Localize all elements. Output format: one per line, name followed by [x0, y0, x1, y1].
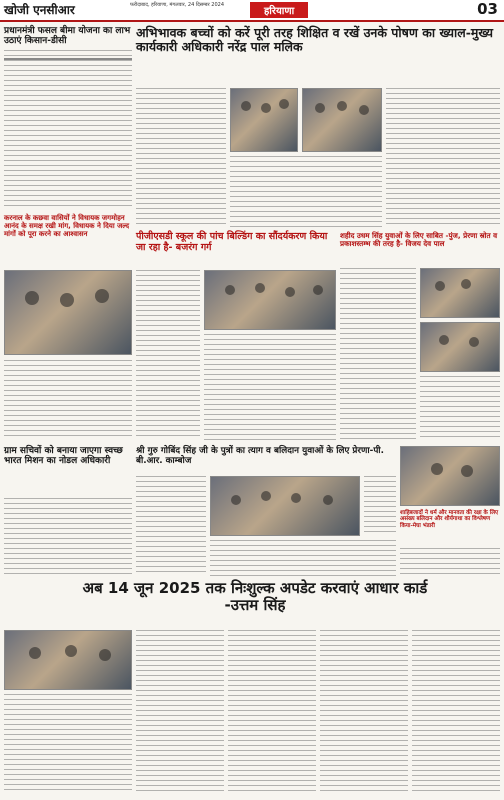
article-text: [320, 630, 408, 794]
article-text: [400, 548, 500, 576]
article-text: [228, 630, 316, 794]
article-text: [340, 268, 416, 440]
article-text: [4, 50, 132, 210]
article-text: [4, 694, 132, 794]
article-text: [230, 156, 382, 228]
article-text: [4, 360, 132, 440]
story-photo: [204, 270, 336, 330]
story-photo: [230, 88, 298, 152]
story-photo: [4, 630, 132, 690]
guru-headline: श्री गुरु गोबिंद सिंह जी के पुत्रों का त्याग व बलिदान युवाओं के लिए प्रेरणा-पी. बी.आर. काम्बोज: [136, 446, 384, 467]
article-text: [136, 630, 224, 794]
newspaper-logo: खोजी एनसीआर: [4, 3, 75, 17]
article-text: [136, 270, 200, 440]
left-top-headline: प्रधानमंत्री फसल बीमा योजना का लाभ उठाएं किसान-डीसी: [4, 26, 131, 47]
left-mid-headline: करनाल के कछवा वासियों ने विधायक जगमोहन आनंद के समक्ष रखी मांग, विधायक ने दिया जल्द मांगों को पूरा करने का आश्वासन: [4, 214, 130, 239]
gram-sachiv-headline: ग्राम सचिवों को बनाया जाएगा स्वच्छ भारत मिशन का नोडल अधिकारी: [4, 446, 123, 467]
article-text: [420, 376, 500, 440]
story-photo: [210, 476, 360, 536]
right-sub-headline: शाहिबजादों ने धर्म और मानवता की रक्षा के लिए असंख्य बलिदान और शौर्यगाथा का विश्लेषण किया-मेघा भंडारी: [400, 510, 499, 529]
section-label: हरियाणा: [250, 2, 308, 18]
article-text: [204, 334, 336, 440]
article-text: [210, 540, 396, 576]
masthead: [0, 0, 504, 22]
story-photo: [400, 446, 500, 506]
article-text: [412, 630, 500, 794]
article-text: [4, 498, 132, 576]
story-photo: [302, 88, 382, 152]
article-text: [364, 476, 396, 536]
date-line: फरीदाबाद, हरियाणा, मंगलवार, 24 दिसम्बर 2024: [130, 2, 225, 8]
story-photo: [420, 268, 500, 318]
story-photo: [4, 270, 132, 355]
article-text: [136, 88, 226, 228]
page-number: 03: [477, 0, 498, 18]
pm-school-headline: पीजीएसडी स्कूल की पांच बिल्डिंग का सौंदर्यकरण किया जा रहा है- बजरंग गर्ग: [136, 231, 328, 253]
article-text: [386, 88, 500, 228]
lead-headline: अभिभावक बच्चों को करें पूरी तरह शिक्षित व रखें उनके पोषण का ख्याल-मुख्य कार्यकारी अधिकारी नरेंद्र पाल मलिक: [136, 25, 493, 55]
article-text: [136, 476, 206, 576]
shaheed-headline: शहीद उधम सिंह युवाओं के लिए साबित -पुंज, प्रेरणा स्रोत व प्रकाशस्तम्भ की तरह है- विजय देव पाल: [340, 231, 498, 249]
story-photo: [420, 322, 500, 372]
aadhaar-headline: अब 14 जून 2025 तक निःशुल्क अपडेट करवाएं आधार कार्ड -उत्तम सिंह: [82, 579, 428, 615]
